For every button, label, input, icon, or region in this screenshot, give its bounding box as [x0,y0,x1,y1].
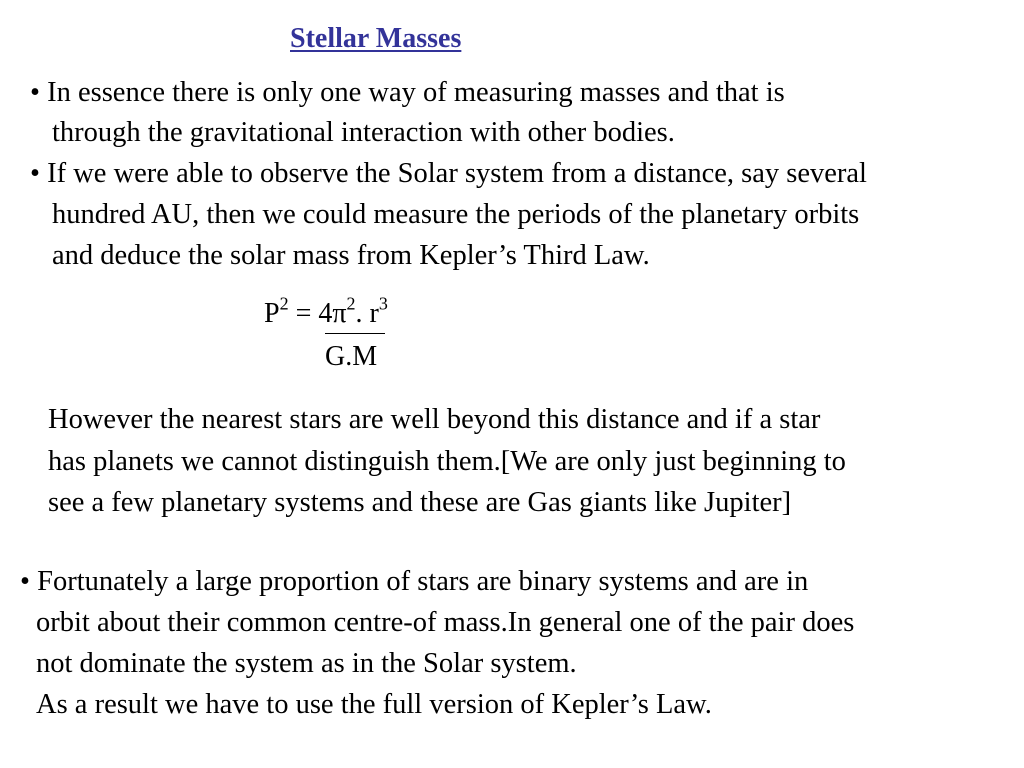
equation-equals: = [295,298,312,329]
equation-lhs: P [264,298,280,329]
equation-r-exponent: 3 [378,293,388,314]
equation-numerator-tail: . r [355,298,379,329]
bullet-solar-system-line-2: hundred AU, then we could measure the periods of the planetary orbits [52,199,860,230]
slide-title: Stellar Masses [290,23,462,54]
paragraph-nearest-stars-line-2: has planets we cannot distinguish them.[We are only just beginning to [48,446,846,477]
bullet-measuring-masses-line-2: through the gravitational interaction with other bodies. [52,117,675,148]
equation-denominator: G.M [325,341,378,372]
equation-numerator-exponent: 2 [346,293,356,314]
equation-lhs-exponent: 2 [279,293,289,314]
paragraph-nearest-stars-line-1: However the nearest stars are well beyond this distance and if a star [48,404,821,435]
bullet-binary-systems-line-4: As a result we have to use the full version of Kepler’s Law. [36,689,712,720]
equation-numerator-coefficient: 4π [318,298,347,329]
bullet-binary-systems-line-3: not dominate the system as in the Solar system. [36,648,577,679]
paragraph-nearest-stars-line-3: see a few planetary systems and these are Gas giants like Jupiter] [48,487,792,518]
bullet-solar-system-line-3: and deduce the solar mass from Kepler’s Third Law. [52,240,650,271]
bullet-binary-systems-line-1: • Fortunately a large proportion of stars are binary systems and are in [20,566,809,597]
bullet-solar-system-line-1: • If we were able to observe the Solar system from a distance, say several [30,158,867,189]
fraction-bar [325,333,385,334]
bullet-binary-systems-line-2: orbit about their common centre-of mass.In general one of the pair does [36,607,855,638]
equation-numerator-row [264,293,388,331]
bullet-measuring-masses-line-1: • In essence there is only one way of measuring masses and that is [30,77,785,108]
